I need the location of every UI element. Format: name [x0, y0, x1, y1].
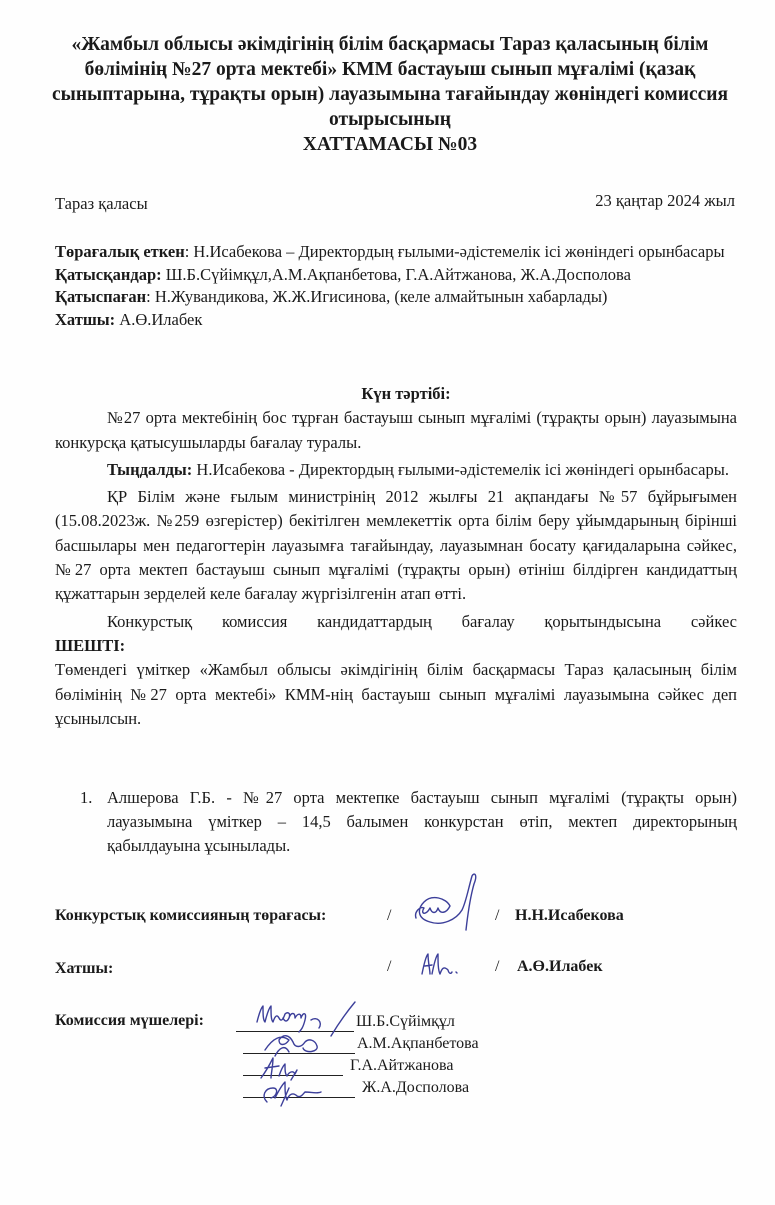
member-name: Ш.Б.Сүйімқұл [356, 1013, 455, 1030]
agenda-heading: Күн тәртібі: [361, 384, 451, 403]
secretary-signature [418, 950, 468, 980]
decided-label: ШЕШТІ: [55, 635, 126, 655]
slash: / [387, 958, 392, 975]
member-name: Ж.А.Досполова [362, 1079, 470, 1096]
title-line: отырысының [329, 109, 451, 130]
heard-text: Н.Исабекова - Директордың ғылыми-әдістемелік ісі жөніндегі орынбасары. [192, 459, 729, 479]
attendance-block [55, 241, 737, 331]
heard-line [55, 458, 737, 482]
secretary-name: А.Ө.Илабек [517, 958, 603, 975]
heard-label: Тыңдалды: [107, 459, 193, 479]
secretary-line [55, 309, 737, 332]
candidate-list [80, 786, 737, 858]
present-text: Ш.Б.Сүйімқұл,А.М.Ақпанбетова, Г.А.Айтжанова, Ж.А.Досполова [161, 264, 631, 284]
protocol-number: ХАТТАМАСЫ №03 [302, 134, 478, 155]
candidate-text: Алшерова Г.Б. - №27 орта мектепке бастауыш сынып мұғалімі (тұрақты орын) лауазымына үміткер – 14,5 балымен конкурстан өтіп, мектеп директорының қабылдауына ұсынылады. [107, 788, 737, 855]
slash: / [495, 958, 500, 975]
candidate-number: 1. [80, 788, 93, 807]
agenda-item: №27 орта мектебінің бос тұрған бастауыш сынып мұғалімі (тұрақты орын) лауазымына конкурсқа қатысушыларды бағалау туралы. [55, 408, 737, 452]
agenda-block [55, 382, 737, 731]
chair-name: Н.Н.Исабекова [515, 907, 624, 924]
members-label: Комиссия мүшелері: [55, 1012, 204, 1029]
title-line: бөлімінің №27 орта мектебі» КММ бастауыш сынып мұғалімі (қазақ [84, 59, 696, 80]
member-name: А.М.Ақпанбетова [357, 1035, 479, 1052]
legal-paragraph: ҚР Білім және ғылым министрінің 2012 жылғы 21 ақпандағы №57 бұйрығымен (15.08.2023ж. №259 өзгерістер) бекітілген мемлекеттік орта білім беру ұйымдарының бірінші басшылары мен педагогтерін лауазымға тағайындау, лауазымнан босату қағидаларына сәйкес, №27 орта мектеп бастауыш сынып мұғалімі (тұрақты орын) өтініш білдірген кандидаттың құжаттарын зерделей келе бағалау жүргізілгенін атап өтті. [55, 487, 737, 604]
date: 23 қаңтар 2024 жыл [595, 191, 735, 210]
slash: / [387, 907, 392, 924]
chair-line [55, 241, 737, 264]
member-name: Г.А.Айтжанова [350, 1057, 454, 1074]
absent-label: Қатыспаған [55, 287, 147, 306]
secretary-label: Хатшы: [55, 309, 116, 329]
candidate-item [80, 786, 737, 858]
present-line [55, 264, 737, 287]
title-line: сыныптарына, тұрақты орын) лауазымына тағайындау жөніндегі комиссия [51, 84, 729, 105]
document-title [40, 32, 740, 157]
absent-text: : Н.Жувандикова, Ж.Ж.Игисинова, (келе алмайтынын хабарлады) [146, 287, 608, 306]
chair-label: Төрағалық еткен [55, 242, 185, 261]
title-line: «Жамбыл облысы әкімдігінің білім басқармасы Тараз қаласының білім [71, 34, 709, 55]
secretary-signature-label: Хатшы: [55, 960, 114, 977]
slash: / [495, 907, 500, 924]
secretary-text: А.Ө.Илабек [115, 309, 203, 329]
commission-text: Конкурстық комиссия кандидаттардың бағалау қорытындысына сәйкес [107, 611, 737, 631]
member-signatures [245, 998, 365, 1108]
chair-signature-label: Конкурстық комиссияның төрағасы: [55, 907, 327, 924]
absent-line [55, 286, 737, 309]
chair-signature [410, 872, 490, 934]
city: Тараз қаласы [55, 194, 148, 213]
chair-text: : Н.Исабекова – Директордың ғылыми-әдістемелік ісі жөніндегі орынбасары [184, 242, 725, 261]
decision-text: Төмендегі үміткер «Жамбыл облысы әкімдігінің білім басқармасы Тараз қаласының білім бөлімінің №27 орта мектебі» КММ-нің бастауыш сынып мұғалімі лауазымына сәйкес деп ұсынылсын. [55, 660, 737, 728]
present-label: Қатысқандар: [55, 264, 162, 284]
